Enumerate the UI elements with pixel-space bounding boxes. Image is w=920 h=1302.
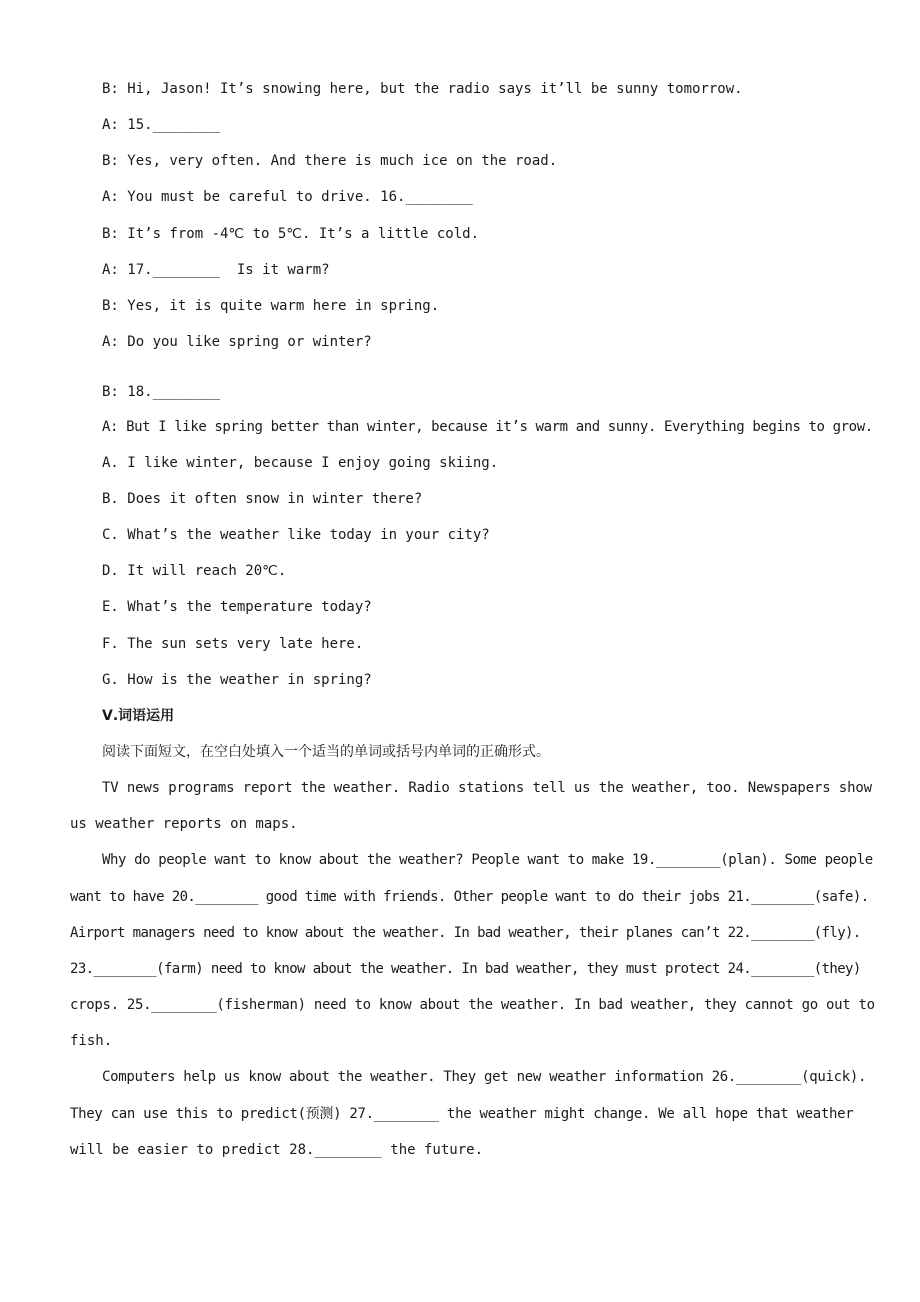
passage-line: Airport managers need to know about the weather. In bad weather, their planes can’t 22.________(fly). (70, 925, 861, 941)
dialogue-line: A: You must be careful to drive. 16.________ (102, 189, 473, 205)
option-item: D. It will reach 20℃. (102, 563, 287, 579)
section-instruction: 阅读下面短文，在空白处填入一个适当的单词或括号内单词的正确形式。 (102, 744, 550, 760)
passage-line: fish. (70, 1033, 113, 1049)
option-item: A. I like winter, because I enjoy going skiing. (102, 455, 499, 471)
dialogue-line: B: It’s from -4℃ to 5℃. It’s a little cold. (102, 226, 480, 242)
passage-line: crops. 25.________(fisherman) need to know about the weather. In bad weather, they cannot go out to (70, 997, 875, 1013)
passage-line: They can use this to predict(预测) 27.________ the weather might change. We all hope that weather (70, 1106, 854, 1122)
dialogue-line: A: But I like spring better than winter, because it’s warm and sunny. Everything begins to grow. (102, 419, 873, 435)
section-heading: Ⅴ.词语运用 (102, 708, 175, 724)
passage-line: Computers help us know about the weather. They get new weather information 26.________(quick). (102, 1069, 867, 1085)
passage-line: TV news programs report the weather. Radio stations tell us the weather, too. Newspapers show (102, 780, 872, 796)
passage-line: 23.________(farm) need to know about the weather. In bad weather, they must protect 24.________(they) (70, 961, 861, 977)
dialogue-line: B: 18.________ (102, 384, 221, 400)
option-item: F. The sun sets very late here. (102, 636, 364, 652)
option-item: C. What’s the weather like today in your city? (102, 527, 490, 543)
passage-line: will be easier to predict 28.________ the future. (70, 1142, 484, 1158)
dialogue-line: B: Yes, it is quite warm here in spring. (102, 298, 440, 314)
dialogue-line: A: 15.________ (102, 117, 221, 133)
option-item: E. What’s the temperature today? (102, 599, 372, 615)
dialogue-line: B: Yes, very often. And there is much ice on the road. (102, 153, 558, 169)
dialogue-line: A: 17.________ Is it warm? (102, 262, 330, 278)
passage-line: want to have 20.________ good time with friends. Other people want to do their jobs 21.________(safe). (70, 889, 869, 905)
dialogue-line: B: Hi, Jason! It’s snowing here, but the radio says it’ll be sunny tomorrow. (102, 81, 743, 97)
option-item: G. How is the weather in spring? (102, 672, 372, 688)
dialogue-line: A: Do you like spring or winter? (102, 334, 372, 350)
passage-line: us weather reports on maps. (70, 816, 298, 832)
option-item: B. Does it often snow in winter there? (102, 491, 423, 507)
passage-line: Why do people want to know about the weather? People want to make 19.________(plan). Some people (102, 852, 873, 868)
